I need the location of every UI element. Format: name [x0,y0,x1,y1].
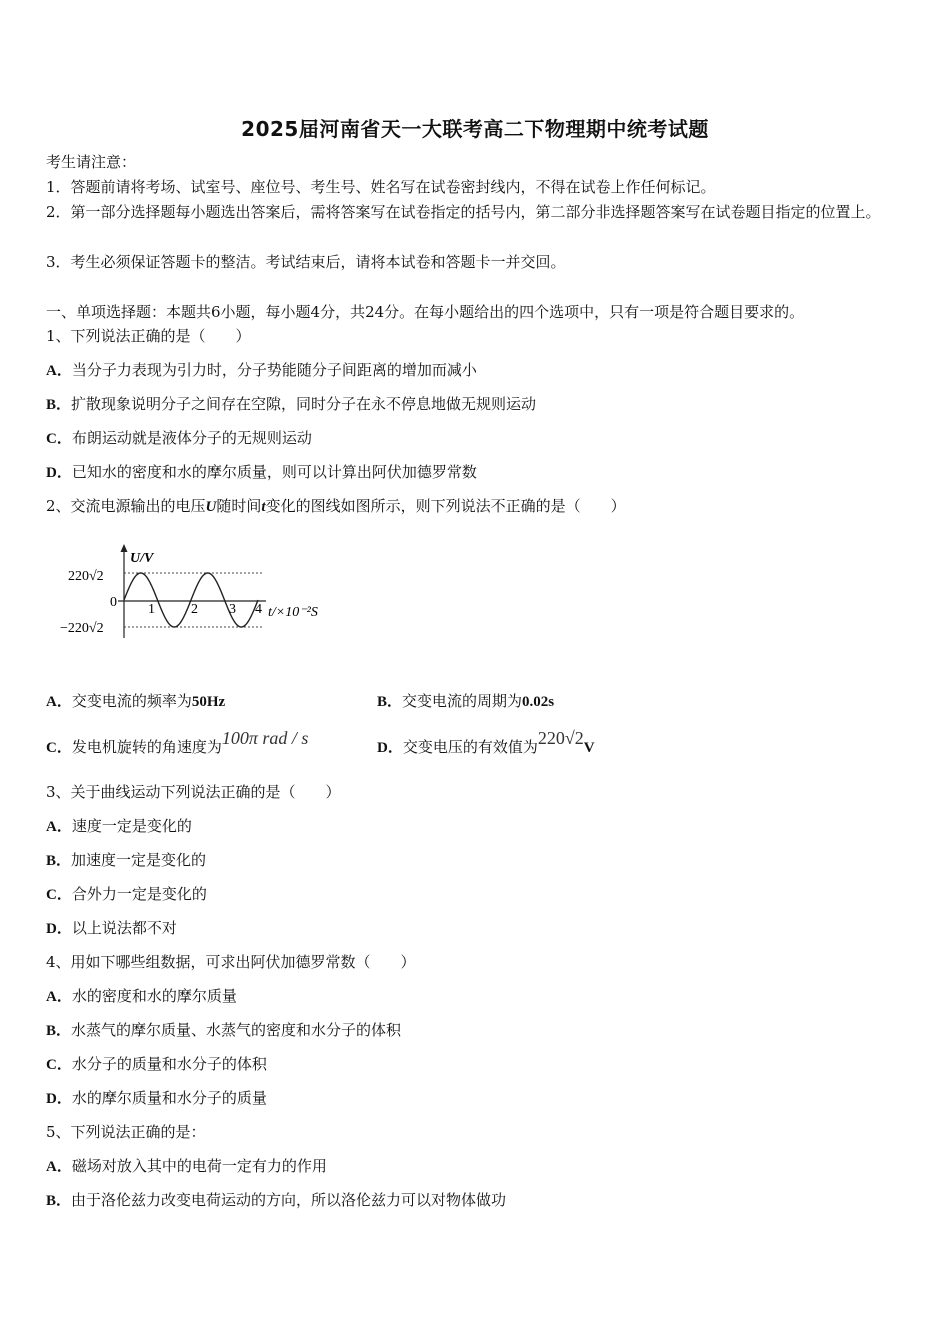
option-text: 已知水的密度和水的摩尔质量，则可以计算出阿伏加德罗常数 [71,463,477,481]
option-text: 交变电流的周期为 [402,692,523,710]
option-text: 以上说法都不对 [71,919,177,937]
q2-option-a [46,690,225,711]
option-label: B． [46,1023,72,1039]
option-label: A． [46,363,72,379]
option-text: 水的摩尔质量和水分子的质量 [71,1089,267,1107]
option-label: D． [377,740,403,756]
q2-option-d [377,728,595,757]
q3-option-c [46,884,207,905]
q1-stem: 1、下列说法正确的是（ ） [46,327,251,345]
option-text: 速度一定是变化的 [71,817,192,835]
option-text: 扩散现象说明分子之间存在空隙，同时分子在永不停息地做无规则运动 [71,395,537,413]
notice-item-3: 3．考生必须保证答题卡的整洁。考试结束后，请将本试卷和答题卡一并交回。 [46,253,566,271]
q4-option-b [46,1020,401,1041]
voltage-curve [124,573,258,627]
option-label: C． [46,887,72,903]
y-axis-label: U/V [130,551,154,566]
option-label: D． [46,1091,72,1107]
option-text: 水的密度和水的摩尔质量 [71,987,237,1005]
q1-option-a [46,360,477,381]
option-label: D． [46,465,72,481]
option-label: C． [46,431,72,447]
origin-label: 0 [110,595,117,610]
q2-var-u: U [205,499,217,515]
y-min-label: −220√2 [60,621,104,636]
q4-option-c [46,1054,267,1075]
option-text: 磁场对放入其中的电荷一定有力的作用 [71,1157,327,1175]
rms-voltage-formula: 220√2 [537,728,584,748]
option-text: 交变电流的频率为 [71,692,192,710]
q2-var-t: t [261,499,266,515]
q4-option-d [46,1088,267,1109]
q3-stem: 3、关于曲线运动下列说法正确的是（ ） [46,783,341,801]
option-text: 水分子的质量和水分子的体积 [71,1055,267,1073]
q2-stem-part: 2、交流电源输出的电压 [46,497,206,515]
x-axis-label: t/×10⁻²S [268,605,318,620]
option-label: C． [46,740,72,756]
q4-stem: 4、用如下哪些组数据，可求出阿伏加德罗常数（ ） [46,953,416,971]
notice-item-2: 2．第一部分选择题每小题选出答案后，需将答案写在试卷指定的括号内，第二部分非选择题答案写在试卷题目指定的位置上。 [46,203,881,221]
notice-item-1: 1．答题前请将考场、试室号、座位号、考生号、姓名写在试卷密封线内，不得在试卷上作任何标记。 [46,178,716,196]
q2-stem [46,496,626,517]
option-unit: V [583,740,595,756]
option-label: B． [377,694,403,710]
option-label: C． [46,1057,72,1073]
q1-option-d [46,462,477,483]
q1-option-b [46,394,536,415]
section-heading: 一、单项选择题：本题共6小题，每小题4分，共24分。在每小题给出的四个选项中，只有一项是符合题目要求的。 [46,303,805,321]
option-text: 合外力一定是变化的 [71,885,207,903]
voltage-time-graph [58,540,348,650]
option-text: 布朗运动就是液体分子的无规则运动 [71,429,312,447]
option-label: B． [46,853,72,869]
q2-stem-part: 随时间 [216,497,262,515]
y-max-label: 220√2 [68,569,104,584]
option-label: A． [46,1159,72,1175]
option-text: 水蒸气的摩尔质量、水蒸气的密度和水分子的体积 [71,1021,402,1039]
q4-option-a [46,986,237,1007]
q3-option-a [46,816,192,837]
q5-stem: 5、下列说法正确的是： [46,1123,206,1141]
option-label: A． [46,694,72,710]
y-axis-arrow [121,544,128,552]
option-text: 交变电压的有效值为 [402,738,538,756]
x-tick-1: 1 [148,602,155,617]
option-label: B． [46,1193,72,1209]
option-value: 50Hz [191,694,226,710]
notice-heading: 考生请注意： [46,153,137,171]
option-value: 0.02s [522,694,555,710]
x-tick-3: 3 [229,602,236,617]
option-text: 由于洛伦兹力改变电荷运动的方向，所以洛伦兹力可以对物体做功 [71,1191,507,1209]
option-text: 加速度一定是变化的 [71,851,207,869]
option-text: 当分子力表现为引力时，分子势能随分子间距离的增加而减小 [71,361,477,379]
q2-option-b [377,690,554,711]
x-tick-2: 2 [191,602,198,617]
q3-option-d [46,918,177,939]
q2-option-c [46,728,309,757]
page-title: 2025届河南省天一大联考高二下物理期中统考试题 [241,117,709,141]
q5-option-a [46,1156,327,1177]
q3-option-b [46,850,206,871]
option-text: 发电机旋转的角速度为 [71,738,222,756]
q5-option-b [46,1190,506,1211]
option-label: B． [46,397,72,413]
angular-speed-formula: 100π rad / s [221,728,309,748]
q2-stem-part: 变化的图线如图所示，则下列说法不正确的是（ ） [265,497,626,515]
x-tick-4: 4 [255,602,262,617]
q1-option-c [46,428,312,449]
option-label: A． [46,819,72,835]
option-label: D． [46,921,72,937]
option-label: A． [46,989,72,1005]
